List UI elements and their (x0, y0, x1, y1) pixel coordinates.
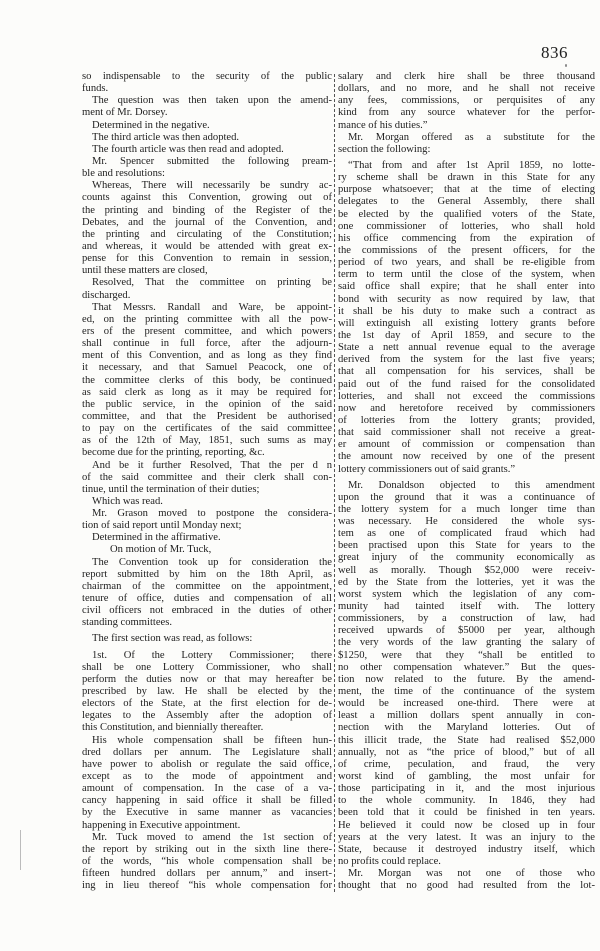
text-line: one commissioner of lotteries, who shall hold (338, 220, 595, 232)
text-line: the amount now received by one of the present (338, 451, 595, 463)
text-line: annually, not as “the price of blood,” but of all (338, 746, 595, 758)
text-line: bond with security as now required by law, that (338, 293, 595, 305)
paragraph (82, 460, 332, 496)
text-line: of crime, peculation, and fraud, the very (338, 758, 595, 770)
paragraph (338, 71, 595, 132)
text-line: Which was read. (92, 495, 163, 507)
text-line: term to term until the close of the system, when (338, 269, 595, 281)
text-line: of the said committee and their clerk shall con- (82, 471, 332, 483)
text-line: ry scheme shall be drawn in this State for any (338, 172, 595, 184)
text-line: until these matters are closed, (82, 265, 208, 277)
text-line: 1st. Of the Lottery Commissioner; there (92, 649, 332, 661)
text-line: shall be one Lottery Commissioner, who shall (82, 661, 332, 673)
text-line: those participating in it, and the most injurious (338, 783, 595, 795)
text-line: least a million dollars spent annually in con- (338, 710, 595, 722)
paragraph (82, 633, 332, 645)
text-line: the printing and binding of the Register of the (82, 204, 332, 216)
text-line: so indispensable to the security of the public (82, 71, 332, 82)
text-line: years at the very latest. It was an injury to the (338, 831, 595, 843)
text-line: the report by striking out in the sixth line there- (82, 843, 332, 855)
paragraph (82, 156, 332, 180)
text-line: derived from the system for the last five years; (338, 354, 595, 366)
paragraph (82, 120, 332, 132)
text-line: counts against this Convention, growing out of (82, 192, 332, 204)
text-line: ing in lieu thereof “his whole compensation for (82, 880, 332, 892)
text-line: have power to abolish or regulate the said office, (82, 758, 332, 770)
text-line: the commissions of the present officers, for the (338, 244, 595, 256)
text-line: be elected by the qualified voters of the State, (338, 208, 595, 220)
text-line: “That from and after 1st April 1859, no lotte- (348, 159, 595, 171)
text-line: Debates, and the journal of the Convention, and (82, 216, 332, 228)
text-line: ers of the present committee, and which powers (82, 325, 332, 337)
text-line: by the Executive in same manner as vacancies (82, 807, 332, 819)
paragraph (82, 144, 332, 156)
paragraph (82, 557, 332, 630)
text-line: Mr. Morgan offered as a substitute for the (348, 131, 595, 143)
text-line: $1250, were that they “shall be entitled to (338, 649, 595, 661)
text-line: this illicit trade, the State had realised $52,000 (338, 734, 595, 746)
paragraph (338, 160, 595, 476)
text-line: cancy happening in said office it shall be filled (82, 795, 332, 807)
text-line: Mr. Grason moved to postpone the considera- (92, 508, 332, 520)
text-line: now and heretofore received by commissioners (338, 402, 595, 414)
text-line: ed by the State from the lotteries, yet it was the (338, 576, 595, 588)
text-line: great injury of the community economically as (338, 552, 595, 564)
right-column (338, 71, 595, 892)
paragraph (82, 650, 332, 735)
text-line: the lottery system for a much longer time than (338, 503, 595, 515)
scan-speck (565, 64, 567, 67)
text-line: of lotteries from the lottery grants; provided, (338, 414, 595, 426)
text-line: standing committees. (82, 617, 173, 629)
text-line: lotteries, and shall not exceed the commissions (338, 390, 595, 402)
text-line: period of two years, and shall be re-eligible from (338, 257, 595, 269)
text-line: the 1st day of April 1859, and secure to the (338, 329, 595, 341)
text-line: as of the 12th of May, 1851, such sums as may (82, 435, 332, 447)
paragraph (82, 302, 332, 460)
text-line: Whereas, There will necessarily be sundry ac- (92, 180, 332, 192)
text-line: Mr. Morgan was not one of those who (348, 868, 595, 880)
text-line: and whereas, it would be attended with great ex- (82, 240, 332, 252)
text-line: this Constitution, and biennially thereafter. (82, 722, 264, 734)
text-line: He believed it could now be closed up in four (338, 819, 595, 831)
text-line: received upwards of $5000 per year, although (338, 625, 595, 637)
text-line: no other compensation whatever.” But the ques- (338, 661, 595, 673)
text-line: perform the duties now or that may hereafter be (82, 673, 332, 685)
page-number: 836 (541, 43, 568, 62)
text-line: mance of his duties.” (338, 119, 428, 131)
text-line: upon the ground that it was a continuance of (338, 491, 595, 503)
text-line: The third article was then adopted. (92, 131, 240, 143)
text-line: the public service, in the opinion of the said (82, 398, 332, 410)
text-line: ed, on the printing committee with all the pow- (82, 313, 332, 325)
text-line: fifteen hundred dollars per annum,” and insert- (82, 868, 332, 880)
paragraph (82, 71, 332, 95)
text-line: worst kind of gambling, the most unfair for (338, 771, 595, 783)
text-line: Mr. Donaldson objected to this amendment (348, 479, 595, 491)
text-line: it shall be his duty to make such a contract as (338, 305, 595, 317)
text-line: become due for the printing, reporting, &c. (82, 447, 265, 459)
text-line: dred dollars per annum. The Legislature shall (82, 746, 332, 758)
text-line: electors of the State, at the first election for de- (82, 698, 332, 710)
text-line: His whole compensation shall be fifteen hun- (92, 734, 332, 746)
text-line: Determined in the negative. (92, 119, 210, 131)
paragraph (338, 480, 595, 869)
text-line: paid out of the fund raised for the consolidated (338, 378, 595, 390)
text-line: section the following: (338, 143, 431, 155)
text-line: no profits could replace. (338, 856, 441, 867)
text-line: On motion of Mr. Tuck, (110, 544, 212, 556)
text-line: Resolved, That the committee on printing be (92, 277, 332, 289)
text-line: to pay on the certificates of the said committee (82, 423, 332, 435)
text-line: discharged. (82, 289, 131, 301)
text-line: except as to the mode of appointment and (82, 771, 332, 783)
text-line: ment of Mr. Dorsey. (82, 107, 168, 119)
text-line: legates to the Assembly after the adoption of (82, 710, 332, 722)
text-line: that all compensation for his services, shall be (338, 366, 595, 378)
text-line: pense for this Convention to remain in session, (82, 253, 332, 265)
text-line: salary and clerk hire shall be three thousand (338, 71, 595, 82)
text-line: tem as one of complicated fraud which had (338, 528, 595, 540)
text-line: shall continue in full force, after the adjourn- (82, 338, 332, 350)
text-line: tinue, until the termination of their duties; (82, 483, 260, 495)
paragraph (82, 532, 332, 544)
text-line: will extinguish all existing lottery grants before (338, 317, 595, 329)
text-line: was necessary. He considered the whole sys- (338, 516, 595, 528)
text-line: And be it further Resolved, That the per d n (92, 459, 332, 471)
text-line: commissioners, by a construction of law, had (338, 613, 595, 625)
text-line: prescribed by law. He shall be elected by the (82, 686, 332, 698)
text-line: would be increased one-third. There were at (338, 698, 595, 710)
text-line: happening in Executive appointment. (82, 819, 241, 831)
text-line: funds. (82, 83, 109, 95)
paragraph (338, 132, 595, 156)
text-line: That Messrs. Randall and Ware, be appoint- (92, 301, 332, 313)
text-line: report submitted by him on the 18th April, as (82, 568, 332, 580)
text-line: ble and resolutions: (82, 168, 165, 180)
text-line: er amount of commission or compensation than (338, 439, 595, 451)
text-line: The question was then taken upon the amend- (92, 95, 332, 107)
text-line: of the words, “his whole compensation shall be (82, 856, 332, 867)
text-line: it necessary, and that Samuel Peacock, one of (82, 362, 332, 374)
text-line: delegates to the General Assembly, there shall (338, 196, 595, 208)
paragraph (82, 277, 332, 301)
text-line: been practised upon this State for years to the (338, 540, 595, 552)
text-line: the printing and circulating of the Constitution; (82, 228, 332, 240)
left-column (82, 71, 332, 892)
text-line: as said clerk as long as it may be required for (82, 386, 332, 398)
text-line: Mr. Spencer submitted the following pream- (92, 155, 332, 167)
paragraph (82, 180, 332, 277)
paragraph (82, 544, 332, 556)
text-line: the committee clerks of this body, be continued (82, 374, 332, 386)
paragraph (338, 868, 595, 892)
text-line: kind from any source whatever for the perfor- (338, 107, 595, 119)
text-line: said office shall expire; that he shall enter into (338, 281, 595, 293)
text-line: ment of this Convention, and as long as they find (82, 350, 332, 362)
paragraph (82, 95, 332, 119)
text-line: ment, the time of the continuance of the system (338, 686, 595, 698)
text-line: tenure of office, duties and compensation of all (82, 593, 332, 605)
text-line: The first section was read, as follows: (92, 633, 253, 645)
text-line: tion now related to the future. By the amend- (338, 673, 595, 685)
text-line: State a nett annual revenue equal to the average (338, 342, 595, 354)
text-line: munity had tainted itself with. The lottery (338, 601, 595, 613)
text-line: lottery commissioners out of said grants.” (338, 463, 516, 475)
text-line: thought that no good had resulted from the lot- (338, 880, 595, 892)
text-line: The Convention took up for consideration the (92, 556, 332, 568)
text-line: Mr. Tuck moved to amend the 1st section of (92, 831, 332, 843)
text-line: nection with the Maryland lotteries. Out of (338, 722, 595, 734)
text-line: civil officers not embraced in the duties of other (82, 605, 332, 617)
text-line: the very words of the law granting the salary of (338, 637, 595, 649)
text-line: dollars, and no more, and he shall not receive (338, 83, 595, 95)
text-line: well as morally. Though $52,000 were receiv- (338, 564, 595, 576)
paragraph (82, 496, 332, 508)
text-line: Determined in the affirmative. (92, 532, 221, 544)
text-line: to the whole community. In 1846, they had (338, 795, 595, 807)
scan-edge-mark (20, 830, 21, 870)
text-line: that said commissioner shall not receive a great- (338, 427, 595, 439)
text-line: The fourth article was then read and adopted. (92, 143, 284, 155)
text-line: tion of said report until Monday next; (82, 520, 242, 532)
paragraph (82, 508, 332, 532)
text-line: chairman of the committee on the appointment, (82, 580, 332, 592)
paragraph (82, 132, 332, 144)
column-divider (334, 74, 335, 892)
text-line: any fees, commissions, or perquisites of any (338, 95, 595, 107)
text-line: worst system which the legislation of any com- (338, 588, 595, 600)
text-line: purpose whatsoever; that at the time of electing (338, 184, 595, 196)
text-line: State, because it destroyed industry itself, which (338, 843, 595, 855)
text-line: amount of compensation. In the case of a va- (82, 783, 332, 795)
text-line: his office commencing from the expiration of (338, 232, 595, 244)
paragraph (82, 832, 332, 893)
paragraph (82, 735, 332, 832)
text-line: been told that it could be finished in ten years. (338, 807, 595, 819)
text-line: committee, and that the President be authorised (82, 410, 332, 422)
